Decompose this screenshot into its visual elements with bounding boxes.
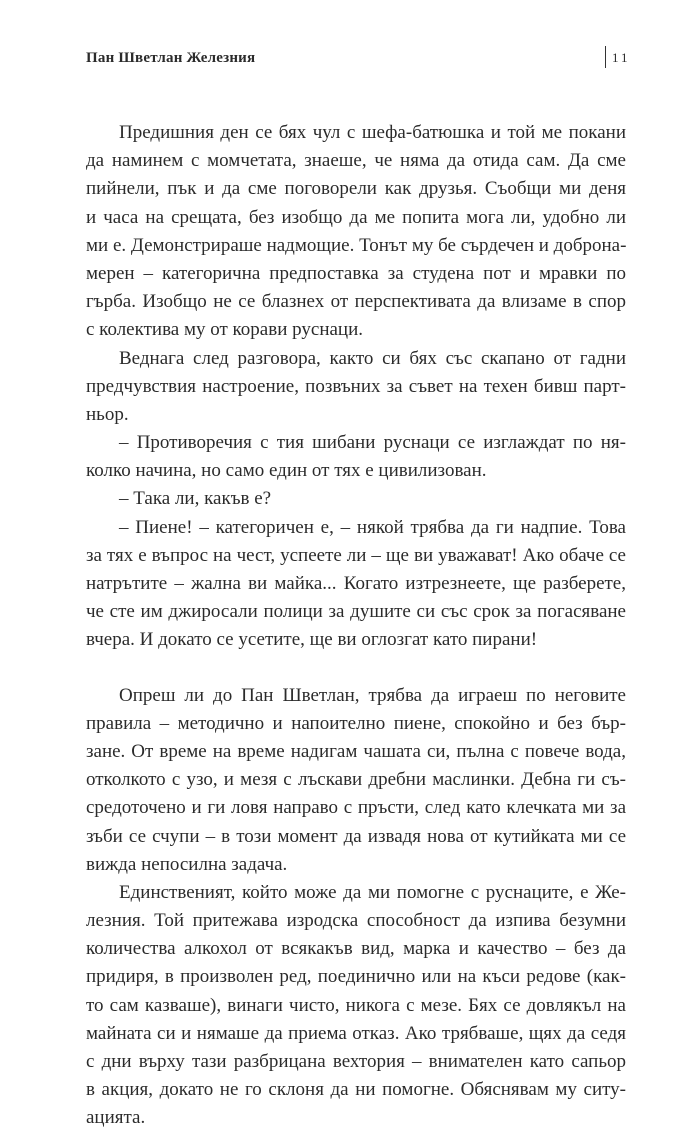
page-number: 11 (612, 50, 631, 65)
text-line: Единственият, който може да ми помогне с руснаците, е Же- (119, 881, 626, 903)
text-line: Веднага след разговора, както си бях със скапано от гадни (119, 347, 626, 369)
text-line: ми е. Демонстрираше надмощие. Тонът му бе сърдечен и доброна- (86, 234, 627, 256)
text-line: то сам казваше), винаги чисто, никога с мезе. Бях се довлякъл на (86, 994, 626, 1016)
text-line: да наминем с момчетата, знаеше, че няма да отида сам. Да сме (86, 150, 626, 172)
text-line: придиря, в произволен ред, поединично или на къси редове (как- (86, 966, 626, 988)
running-title: Пан Шветлан Железния (86, 50, 256, 66)
text-line: майната си и нямаше да приема отказ. Ако трябваше, щях да седя (86, 1022, 626, 1044)
text-line: и часа на срещата, без изобщо да ме попита мога ли, удобно ли (86, 206, 626, 228)
text-line: вижда непосилна задача. (86, 853, 288, 875)
section-break (86, 655, 626, 682)
text-line: пийнели, пък и да сме поговорели как друзья. Съобщи ми деня (86, 178, 626, 200)
text-line: зане. От време на време надигам чашата си, пълна с повече вода, (86, 740, 626, 762)
text-line: за тях е въпрос на чест, успеете ли – ще ви уважават! Ако обаче се (86, 544, 626, 566)
text-line: отколкото с узо, и мезя с лъскави дребни маслинки. Дебна ги съ- (86, 769, 626, 791)
text-line: – Противоречия с тия шибани руснаци се изглаждат по ня- (119, 432, 626, 454)
text-line: с дни върху тази разбрицана вехтория – внимателен като сапьор (86, 1051, 626, 1072)
text-line: Предишния ден се бях чул с шефа-батюшка и той ме покани (119, 122, 626, 143)
text-line: зъби се счупи – в този момент да извадя нова от кутийката ми се (86, 825, 626, 847)
text-line: ньор. (86, 403, 129, 425)
text-line: предчувствия настроение, позвъних за съвет на техен бивш парт- (86, 375, 626, 397)
text-line: – Пиене! – категоричен е, – някой трябва да ги надпие. Това (119, 516, 626, 538)
text-line: ацията. (86, 1107, 146, 1129)
text-line: гърба. Изобщо не се блазнех от перспективата да влизаме в спор (86, 291, 626, 313)
text-line: в акция, докато не го склоня да ни помогне. Обяснявам му ситу- (86, 1079, 626, 1101)
header-divider (605, 46, 606, 68)
text-line: натрътите – жална ви майка... Когато изтрезнеете, ще разберете, (86, 573, 626, 594)
text-line: средоточено и ги ловя направо с пръсти, след като клечката ми за (86, 797, 626, 819)
text-line: вчера. И докато се усетите, ще ви оглозгат като пирани! (86, 629, 538, 651)
text-line: че сте им джиросали полици за душите си със срок за погасяване (86, 601, 626, 623)
text-line: колко начина, но само един от тях е цивилизован. (86, 460, 487, 482)
running-header (86, 46, 631, 70)
text-line: правила – методично и напоително пиене, спокойно и без бър- (86, 712, 626, 734)
body-text (86, 119, 626, 1133)
text-line: количества алкохол от всякакъв вид, марка и качество – без да (86, 938, 626, 960)
text-line: мерен – категорична предпоставка за студена пот и мравки по (86, 262, 626, 284)
text-line: – Така ли, какъв е? (119, 488, 272, 510)
text-line: с колектива му от корави руснаци. (86, 319, 364, 341)
text-line: Опреш ли до Пан Шветлан, трябва да играеш по неговите (119, 684, 626, 706)
text-line: лезния. Той притежава изродска способност да изпива безумни (86, 910, 626, 932)
